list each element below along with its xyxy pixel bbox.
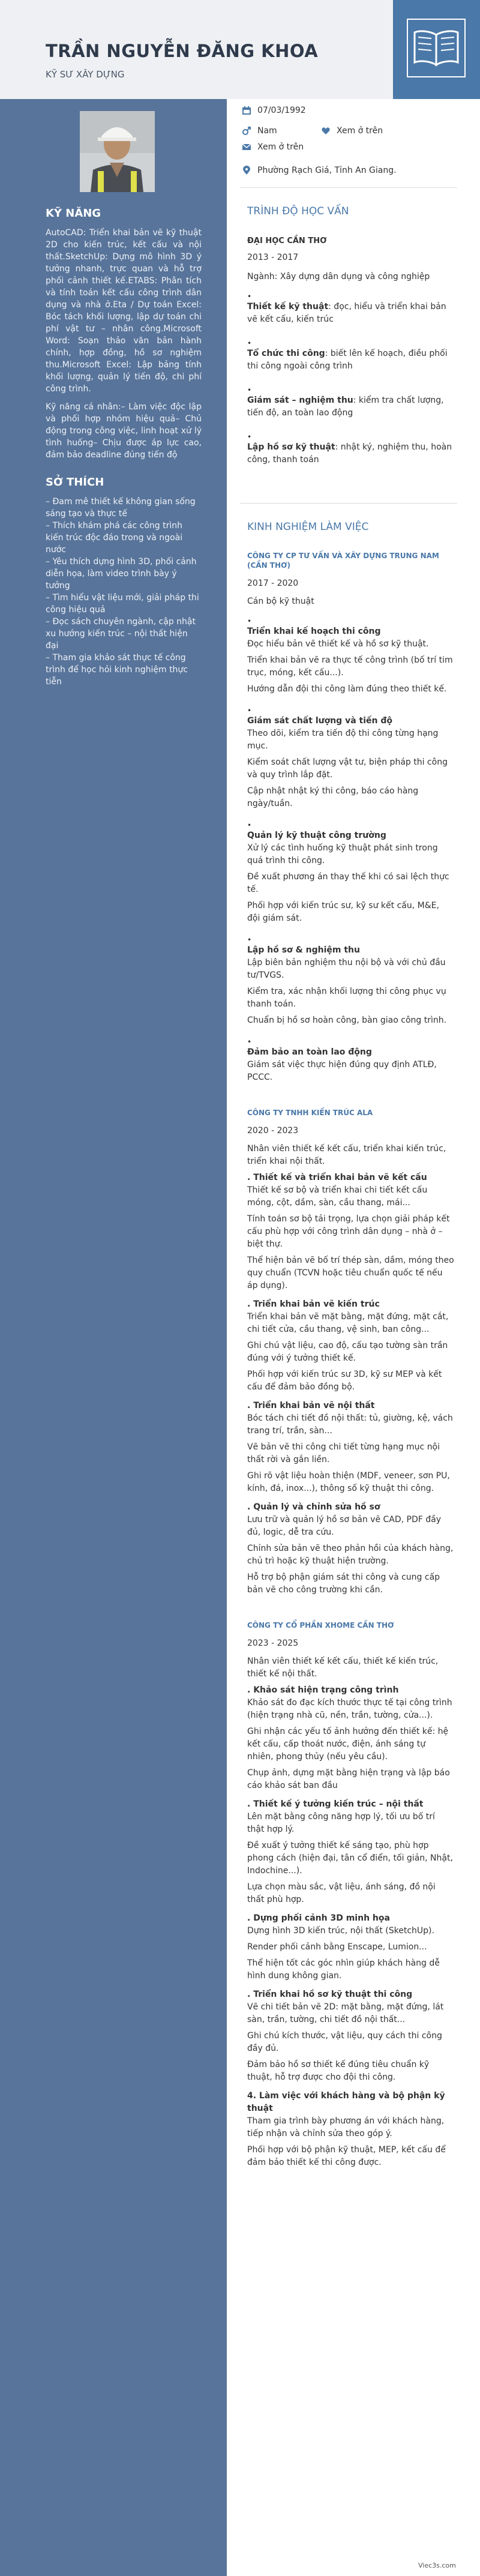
- job-task-block: [247, 1038, 454, 1084]
- job-task-line: Ghi chú vật liệu, cao độ, cấu tạo tường sàn trần đúng với ý tưởng thiết kế.: [247, 1341, 448, 1363]
- job-task-line: Lưu trữ và quản lý hồ sơ bản vẽ CAD, PDF đầy đủ, logic, dễ tra cứu.: [247, 1515, 442, 1537]
- job-task-title: 4. Làm việc với khách hàng và bộ phận kỹ thuật: [247, 2091, 445, 2113]
- job-years: 2017 - 2020: [247, 579, 299, 588]
- job-task-block: [247, 1684, 454, 1792]
- job-task-block: [247, 706, 454, 810]
- job-task-line: Tham gia trình bày phương án với khách hàng, tiếp nhận và chỉnh sửa theo góp ý.: [247, 2116, 445, 2138]
- job-task-title: . Thiết kế và triển khai bản vẽ kết cấu: [247, 1173, 427, 1182]
- job-task-line: Lập biên bản nghiệm thu nội bộ và với chủ đầu tư/TVGS.: [247, 958, 446, 980]
- education-item-text: : biết lên kế hoạch, điều phối thi công ngoài công trình: [247, 349, 448, 371]
- divider: [240, 187, 457, 188]
- job-entry: [247, 1108, 454, 1596]
- job-task-title: Lập hồ sơ & nghiệm thu: [247, 945, 360, 955]
- job-task-block: [247, 821, 454, 925]
- education-years: 2013 - 2017: [247, 253, 299, 262]
- job-intro: Nhân viên thiết kế kết cấu, triển khai kiến trúc, triển khai nội thất.: [247, 1144, 446, 1166]
- open-book-icon: [406, 18, 466, 78]
- job-task-line: Dựng hình 3D kiến trúc, nội thất (SketchUp).: [247, 1926, 434, 1936]
- job-task-line: Đảm bảo hồ sơ thiết kế đúng tiêu chuẩn kỹ thuật, hỗ trợ được cho đội thi công.: [247, 2060, 430, 2082]
- job-task-title: . Thiết kế ý tưởng kiến trúc – nội thất: [247, 1799, 424, 1809]
- job-entry: [247, 1621, 454, 2169]
- address-value: Phường Rạch Giá, Tỉnh An Giang.: [257, 166, 397, 175]
- skills-personal: Kỹ năng cá nhân:– Làm việc độc lập và phối hợp nhóm hiệu quả– Chủ động trong công việc, linh hoạt xử lý tình huống– Chịu được áp lực cao, đảm bảo deadline đúng tiến độ: [46, 402, 202, 460]
- book-logo: [393, 0, 480, 99]
- job-task-line: Chuẩn bị hồ sơ hoàn công, bàn giao công trình.: [247, 1016, 447, 1025]
- job-task-block: [247, 2090, 454, 2169]
- relationship-value: Xem ở trên: [337, 126, 383, 136]
- hobbies-heading: SỞ THÍCH: [46, 476, 104, 489]
- education-item-text: : đọc, hiểu và triển khai bản vẽ kết cấu, kiến trúc: [247, 302, 446, 324]
- email-value: Xem ở trên: [257, 142, 304, 152]
- job-task-block: [247, 1798, 454, 1906]
- education-item: [247, 441, 454, 466]
- job-task-line: Giám sát việc thực hiện đúng quy định ATLĐ, PCCC.: [247, 1060, 437, 1082]
- job-task-line: Triển khai bản vẽ mặt bằng, mặt đứng, mặt cắt, chi tiết cửa, cầu thang, vệ sinh, ban công...: [247, 1312, 449, 1334]
- birthday-value: 07/03/1992: [257, 106, 306, 115]
- job-task-title: . Khảo sát hiện trạng công trình: [247, 1685, 399, 1695]
- education-item-title: Lập hồ sơ kỹ thuật: [247, 442, 335, 452]
- footer-brand: Viec3s.com: [418, 2562, 456, 2569]
- job-task-line: Xử lý các tình huống kỹ thuật phát sinh trong quá trình thi công.: [247, 843, 438, 865]
- job-task-line: Phối hợp với bộ phận kỹ thuật, MEP, kết cấu để đảm bảo thiết kế thi công được.: [247, 2145, 446, 2167]
- job-task-title: . Triển khai bản vẽ kiến trúc: [247, 1299, 380, 1309]
- job-task-block: [247, 1912, 454, 1982]
- education-item-text: : kiểm tra chất lượng, tiến độ, an toàn lao động: [247, 396, 444, 418]
- job-task-block: [247, 936, 454, 1027]
- job-task-line: Lên mặt bằng công năng hợp lý, tối ưu bố trí thật hợp lý.: [247, 1812, 435, 1834]
- email-icon: [242, 142, 251, 152]
- job-task-line: Đọc hiểu bản vẽ thiết kế và hồ sơ kỹ thuật.: [247, 639, 429, 649]
- job-years: 2020 - 2023: [247, 1126, 299, 1136]
- job-task-line: Tính toán sơ bộ tải trọng, lựa chọn giải pháp kết cấu phù hợp với công trình dân dụng – nhà ở – biệt thự.: [247, 1214, 450, 1249]
- candidate-name: TRẦN NGUYỄN ĐĂNG KHOA: [46, 41, 319, 61]
- skills-software: AutoCAD: Triển khai bản vẽ kỹ thuật 2D cho kiến trúc, kết cấu và nội thất.SketchUp: Dựng mô hình 3D ý tưởng nhanh, trực quan và hỗ trợ phối cảnh thiết kế.ETABS: Phân tích và tính toán kết cấu công trình dân dụng và nhà ở.Eta / Dự toán Excel: Bóc tách khối lượng, lập dự toán chi phí vật tư – nhân công.Microsoft Word: Soạn thảo văn bản hành chính, hợp đồng, hồ sơ nghiệm thu.Microsoft Excel: Lập bảng tính khối lượng, quản lý tiến độ, chi phí công trình.: [46, 228, 202, 394]
- job-entry: [247, 551, 454, 1084]
- job-task-line: Hướng dẫn đội thi công làm đúng theo thiết kế.: [247, 684, 447, 694]
- left-sidebar: [0, 99, 227, 2576]
- bullet-dot: •: [247, 386, 252, 394]
- job-task-line: Render phối cảnh bằng Enscape, Lumion...: [247, 1942, 427, 1952]
- education-items: [247, 292, 454, 466]
- relationship-row: [321, 126, 383, 136]
- job-task-title: Triển khai kế hoạch thi công: [247, 627, 381, 636]
- job-task-title: . Triển khai bản vẽ nội thất: [247, 1401, 375, 1410]
- job-task-line: Cập nhật nhật ký thi công, báo cáo hàng ngày/tuần.: [247, 786, 419, 808]
- bullet-dot: •: [247, 1038, 252, 1046]
- job-task-line: Khảo sát đo đạc kích thước thực tế tại công trình (hiện trạng nhà cũ, nền, trần, tường, cửa...).: [247, 1698, 452, 1720]
- job-role: Cán bộ kỹ thuật: [247, 597, 314, 606]
- bullet-dot: •: [247, 821, 252, 829]
- bullet-dot: •: [247, 339, 252, 348]
- education-section: [247, 205, 454, 480]
- education-item: [247, 301, 454, 326]
- job-task-block: [247, 1988, 454, 2084]
- job-task-block: [247, 617, 454, 696]
- bullet-dot: •: [247, 706, 252, 715]
- company-name: CÔNG TY TNHH KIẾN TRÚC ALA: [247, 1109, 373, 1117]
- job-task-line: Theo dõi, kiểm tra tiến độ thi công từng hạng mục.: [247, 729, 439, 751]
- jobs-list: [247, 551, 454, 2169]
- job-task-line: Ghi rõ vật liệu hoàn thiện (MDF, veneer, sơn PU, kính, đá, inox...), thông số kỹ thuật thi công.: [247, 1471, 450, 1493]
- job-task-line: Đề xuất ý tưởng thiết kế sáng tạo, phù hợp phong cách (hiện đại, tân cổ điển, tối giản, Nhật, Indochine...).: [247, 1841, 453, 1876]
- job-task-line: Kiểm soát chất lượng vật tư, biện pháp thi công và quy trình lắp đặt.: [247, 757, 448, 780]
- bullet-dot: •: [247, 936, 252, 944]
- job-task-line: Phối hợp với kiến trúc sư 3D, kỹ sư MEP và kết cấu để đảm bảo đồng bộ.: [247, 1370, 442, 1392]
- bullet-dot: •: [247, 617, 252, 625]
- resume-header: [0, 0, 480, 99]
- experience-section: [247, 521, 454, 2193]
- job-task-title: . Dựng phối cảnh 3D minh họa: [247, 1913, 390, 1923]
- job-task-line: Chụp ảnh, dựng mặt bằng hiện trạng và lập báo cáo khảo sát ban đầu: [247, 1768, 450, 1790]
- education-heading: TRÌNH ĐỘ HỌC VẤN: [247, 205, 349, 217]
- education-item-title: Thiết kế kỹ thuật: [247, 302, 329, 311]
- job-task-title: Quản lý kỹ thuật công trường: [247, 831, 386, 840]
- gender-row: [242, 126, 277, 136]
- job-task-line: Lựa chọn màu sắc, vật liệu, ánh sáng, đồ nội thất phù hợp.: [247, 1882, 436, 1904]
- gender-value: Nam: [257, 126, 277, 136]
- hobbies-section: [46, 476, 202, 688]
- job-task-line: Đề xuất phương án thay thế khi có sai lệch thực tế.: [247, 872, 449, 894]
- job-task-line: Phối hợp với kiến trúc sư, kỹ sư kết cấu, M&E, đội giám sát.: [247, 901, 439, 923]
- job-task-line: Thể hiện bản vẽ bố trí thép sàn, dầm, móng theo quy chuẩn (TCVN hoặc tiêu chuẩn quốc tế nếu áp dụng).: [247, 1256, 454, 1290]
- job-task-line: Hỗ trợ bộ phận giám sát thi công và cung cấp bản vẽ cho công trường khi cần.: [247, 1572, 440, 1595]
- job-task-title: Giám sát chất lượng và tiến độ: [247, 716, 392, 726]
- job-task-block: [247, 1298, 454, 1394]
- job-task-line: Vẽ bản vẽ thi công chi tiết từng hạng mục nội thất rời và gắn liền.: [247, 1442, 440, 1464]
- company-name: CÔNG TY CỔ PHẦN XHOME CẦN THƠ: [247, 1621, 394, 1630]
- heart-icon: [321, 126, 331, 136]
- education-item-text: : nhật ký, nghiệm thu, hoàn công, thanh toán: [247, 442, 452, 465]
- job-task-line: Ghi nhận các yếu tố ảnh hưởng đến thiết kế: hệ kết cấu, cấp thoát nước, điện, ánh sáng tự nhiên, phong thủy (nếu yêu cầu).: [247, 1727, 449, 1762]
- address-row: [242, 166, 397, 175]
- skills-heading: KỸ NĂNG: [46, 207, 101, 220]
- divider: [240, 503, 457, 504]
- education-item: [247, 348, 454, 373]
- job-task-line: Kiểm tra, xác nhận khối lượng thi công phục vụ thanh toán.: [247, 987, 446, 1009]
- education-item: [247, 394, 454, 420]
- experience-heading: KINH NGHIỆM LÀM VIỆC: [247, 521, 369, 533]
- job-task-line: Thể hiện tốt các góc nhìn giúp khách hàng dễ hình dung không gian.: [247, 1958, 440, 1981]
- job-task-block: [247, 1501, 454, 1596]
- education-item-title: Tổ chức thi công: [247, 349, 325, 358]
- job-task-line: Chỉnh sửa bản vẽ theo phản hồi của khách hàng, chủ trì hoặc kỹ thuật hiện trường.: [247, 1544, 454, 1566]
- job-task-title: . Quản lý và chỉnh sửa hồ sơ: [247, 1502, 380, 1512]
- hobbies-text: – Đam mê thiết kế không gian sống sáng tạo và thực tế – Thích khám phá các công trình kiến trúc độc đáo trong và ngoài nước – Yêu thích dựng hình 3D, phối cảnh diễn họa, làm video trình bày ý tưởng – Tìm hiểu vật liệu mới, giải pháp thi công hiệu quả – Đọc sách chuyên ngành, cập nhật xu hướng kiến trúc – nội thất hiện đại – Tham gia khảo sát thực tế công trình để học hỏi kinh nghiệm thực tiễn: [46, 497, 199, 687]
- job-task-line: Thiết kế sơ bộ và triển khai chi tiết kết cấu móng, cột, dầm, sàn, cầu thang, mái...: [247, 1185, 428, 1208]
- candidate-title: KỸ SƯ XÂY DỰNG: [46, 69, 125, 80]
- job-task-block: [247, 1400, 454, 1495]
- birthday-row: [242, 106, 306, 115]
- job-task-line: Bóc tách chi tiết đồ nội thất: tủ, giường, kệ, vách trang trí, trần, sàn...: [247, 1413, 453, 1436]
- profile-photo: [80, 111, 155, 192]
- education-item-title: Giám sát – nghiệm thu: [247, 396, 353, 405]
- job-years: 2023 - 2025: [247, 1639, 299, 1648]
- school-name: ĐẠI HỌC CẦN THƠ: [247, 236, 327, 245]
- bullet-dot: •: [247, 433, 252, 441]
- bullet-dot: •: [247, 292, 252, 301]
- location-pin-icon: [242, 166, 251, 175]
- job-task-title: . Triển khai hồ sơ kỹ thuật thi công: [247, 1990, 413, 1999]
- gender-icon: [242, 126, 251, 136]
- education-major: Ngành: Xây dựng dân dụng và công nghiệp: [247, 272, 430, 281]
- skills-section: [46, 207, 202, 467]
- email-row: [242, 142, 304, 152]
- job-task-line: Triển khai bản vẽ ra thực tế công trình (bố trí tim trục, móng, kết cấu...).: [247, 655, 453, 678]
- job-task-line: Vẽ chi tiết bản vẽ 2D: mặt bằng, mặt đứng, lát sàn, trần, tường, chi tiết đồ nội thất...: [247, 2002, 444, 2024]
- job-task-title: Đảm bảo an toàn lao động: [247, 1047, 372, 1057]
- job-task-block: [247, 1172, 454, 1292]
- company-name: CÔNG TY CP TƯ VẤN VÀ XÂY DỰNG TRUNG NAM (CẦN THƠ): [247, 552, 439, 570]
- calendar-icon: [242, 106, 251, 115]
- job-intro: Nhân viên thiết kế kết cấu, thiết kế kiến trúc, thiết kế nội thất.: [247, 1657, 439, 1679]
- job-task-line: Ghi chú kích thước, vật liệu, quy cách thi công đầy đủ.: [247, 2031, 442, 2053]
